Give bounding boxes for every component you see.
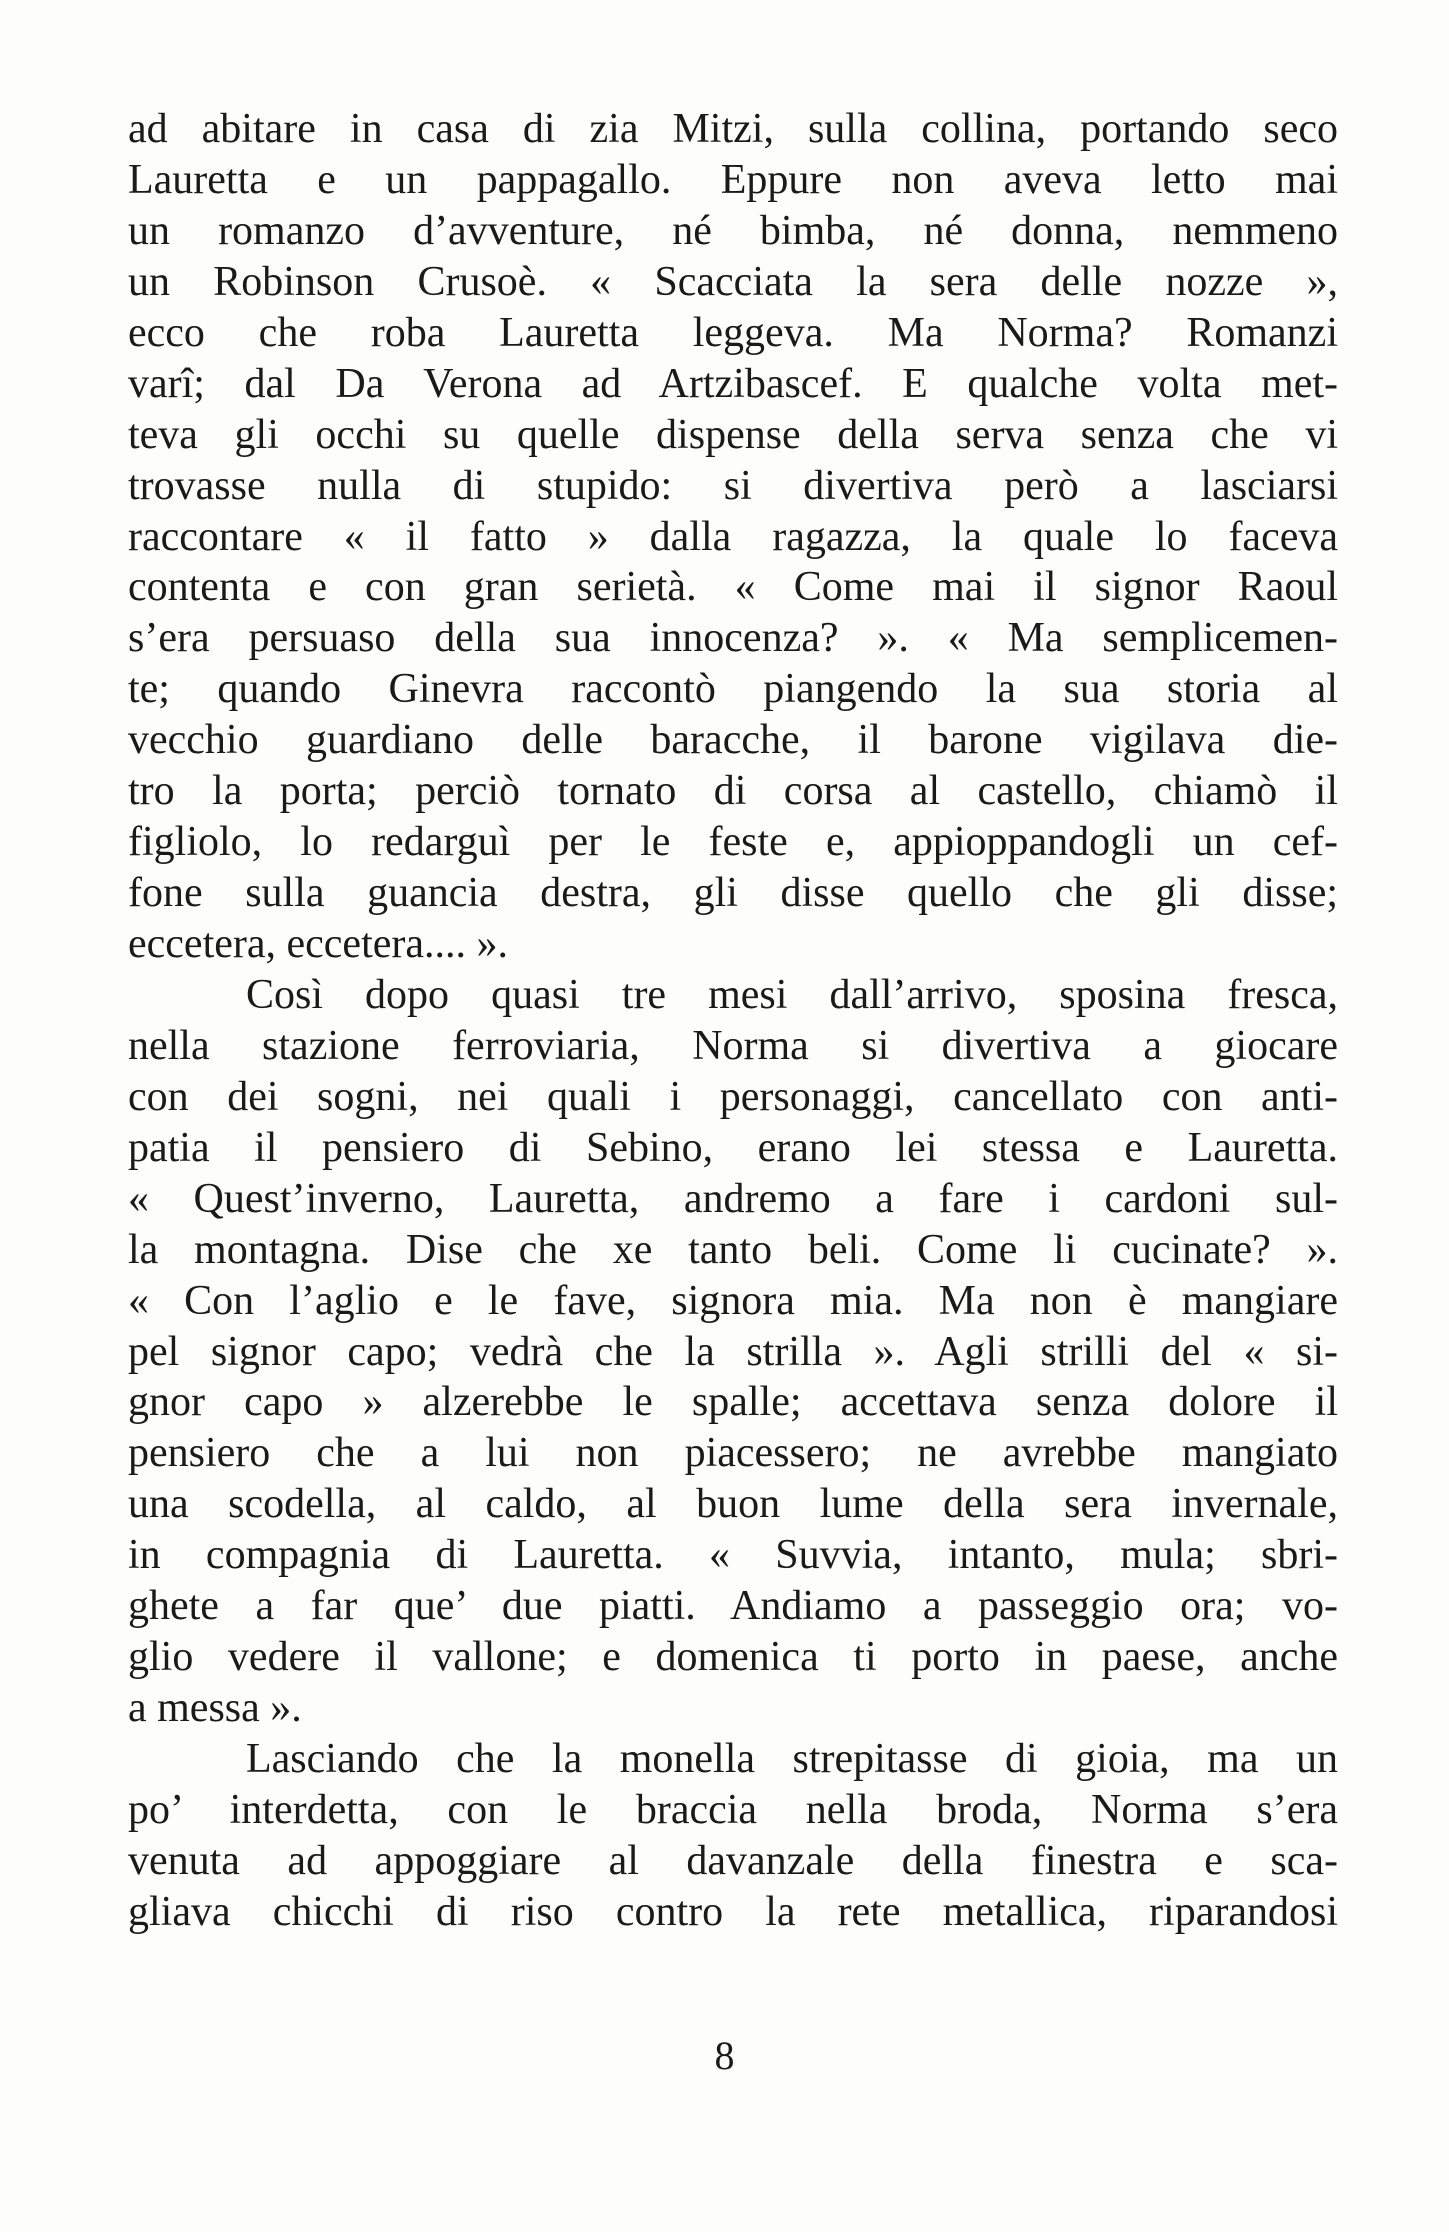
text-line: « Quest’inverno, Lauretta, andremo a fare i cardoni sul-: [128, 1175, 1338, 1222]
text-line: figliolo, lo redarguì per le feste e, appioppandogli un cef-: [128, 819, 1338, 866]
body-text: [128, 104, 1338, 1938]
paragraph-start-line: Così dopo quasi tre mesi dall’arrivo, sposina fresca,: [246, 971, 1338, 1018]
text-line: tro la porta; perciò tornato di corsa al castello, chiamò il: [128, 768, 1338, 815]
text-line: patia il pensiero di Sebino, erano lei stessa e Lauretta.: [128, 1124, 1338, 1171]
text-line: ghete a far que’ due piatti. Andiamo a passeggio ora; vo-: [128, 1583, 1338, 1630]
text-line: la montagna. Dise che xe tanto beli. Come li cucinate? ».: [128, 1226, 1338, 1273]
text-line: s’era persuaso della sua innocenza? ». « Ma semplicemen-: [128, 615, 1338, 662]
text-line: varî; dal Da Verona ad Artzibascef. E qualche volta met-: [128, 360, 1338, 407]
text-line: una scodella, al caldo, al buon lume della sera invernale,: [128, 1481, 1338, 1528]
text-line: te; quando Ginevra raccontò piangendo la sua storia al: [128, 666, 1338, 713]
text-line: pel signor capo; vedrà che la strilla ». Agli strilli del « si-: [128, 1328, 1338, 1375]
paragraph-end-line: eccetera, eccetera.... ».: [128, 921, 509, 967]
text-line: in compagnia di Lauretta. « Suvvia, intanto, mula; sbri-: [128, 1532, 1338, 1579]
text-line: glio vedere il vallone; e domenica ti porto in paese, anche: [128, 1634, 1338, 1681]
text-line: ad abitare in casa di zia Mitzi, sulla collina, portando seco: [128, 106, 1338, 152]
text-line: po’ interdetta, con le braccia nella broda, Norma s’era: [128, 1786, 1338, 1833]
text-line: nella stazione ferroviaria, Norma si divertiva a giocare: [128, 1022, 1338, 1069]
text-line: contenta e con gran serietà. « Come mai il signor Raoul: [128, 564, 1338, 611]
text-line: teva gli occhi su quelle dispense della serva senza che vi: [128, 411, 1338, 458]
page-number: 8: [714, 2033, 735, 2078]
text-line: pensiero che a lui non piacessero; ne avrebbe mangiato: [128, 1430, 1338, 1477]
text-line: fone sulla guancia destra, gli disse quello che gli disse;: [128, 870, 1338, 917]
text-line: trovasse nulla di stupido: si divertiva però a lasciarsi: [128, 462, 1338, 509]
text-line: ecco che roba Lauretta leggeva. Ma Norma? Romanzi: [128, 309, 1338, 356]
text-line: raccontare « il fatto » dalla ragazza, la quale lo faceva: [128, 513, 1338, 560]
text-line: gnor capo » alzerebbe le spalle; accettava senza dolore il: [128, 1379, 1338, 1426]
paragraph-start-line: Lasciando che la monella strepitasse di gioia, ma un: [246, 1736, 1338, 1782]
text-line: gliava chicchi di riso contro la rete metallica, riparandosi: [128, 1888, 1338, 1935]
text-line: con dei sogni, nei quali i personaggi, cancellato con anti-: [128, 1073, 1338, 1120]
text-line: un romanzo d’avventure, né bimba, né donna, nemmeno: [128, 207, 1338, 254]
text-line: venuta ad appoggiare al davanzale della finestra e sca-: [128, 1837, 1338, 1884]
text-line: Lauretta e un pappagallo. Eppure non aveva letto mai: [128, 156, 1338, 203]
text-line: vecchio guardiano delle baracche, il barone vigilava die-: [128, 717, 1338, 764]
text-line: « Con l’aglio e le fave, signora mia. Ma non è mangiare: [128, 1277, 1338, 1324]
text-line: un Robinson Crusoè. « Scacciata la sera delle nozze »,: [128, 258, 1338, 305]
paragraph-end-line: a messa ».: [128, 1685, 302, 1732]
